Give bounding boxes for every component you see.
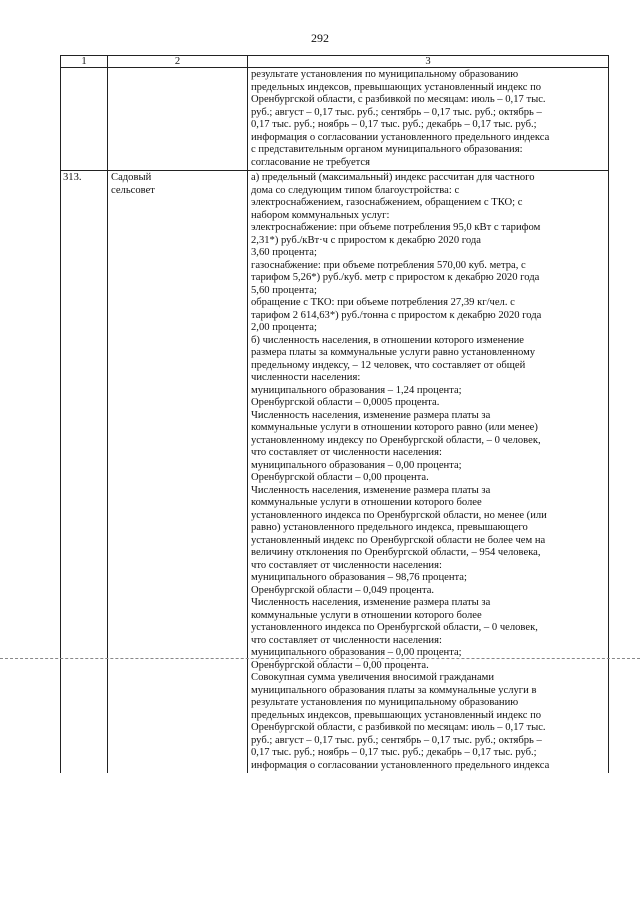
index-description-line: 5,60 процента; [251,284,317,296]
continuation-text-line: информация о согласовании установленного предельного индекса [251,131,550,143]
continuation-row [61,68,609,171]
index-description-line: 3,60 процента; [251,247,317,258]
index-description-line: установленного индекса по Оренбургской области, но менее (или [251,509,547,521]
index-description-line: Численность населения, изменение размера платы за [251,484,491,496]
index-description-line: тарифом 5,26*) руб./куб. метр с приростом к декабрю 2020 года [251,272,540,283]
index-description-line: тарифом 2 614,63*) руб./тонна с приростом к декабрю 2020 года [251,309,542,321]
table-header-row [61,56,609,68]
index-description-line: Оренбургской области – 0,00 процента. [251,472,429,483]
column-header-1: 1 [61,56,108,68]
index-description-line: результате установления по муниципальному образованию [251,697,519,708]
index-description-line: коммунальные услуги в отношении которого более [251,609,482,621]
index-description-line: б) численность населения, в отношении которого изменение [251,334,524,346]
index-description-line: установленному индексу по Оренбургской области, – 0 человек, [251,434,541,446]
continuation-text-line: Оренбургской области, с разбивкой по месяцам: июль – 0,17 тыс. [251,94,546,105]
continuation-settlement-cell [108,68,248,171]
column-header-3: 3 [248,56,609,68]
continuation-text-line: предельных индексов, превышающих установленный индекс по [251,81,542,93]
index-description-line: численности населения: [251,372,361,383]
index-description-line: руб.; август – 0,17 тыс. руб.; сентябрь – 0,17 тыс. руб.; октябрь – [251,734,542,746]
index-description-line: Оренбургской области – 0,049 процента. [251,584,435,596]
index-description-line: установленный индекс по Оренбургской области не более чем на [251,534,546,546]
continuation-text-line: руб.; август – 0,17 тыс. руб.; сентябрь – 0,17 тыс. руб.; октябрь – [251,106,542,118]
index-description-line: муниципального образования – 0,00 процента; [251,647,462,658]
continuation-text-cell [248,68,609,171]
index-description-line: величину отклонения по Оренбургской области, – 954 человека, [251,547,541,558]
settlement-name [108,171,248,774]
index-description-line: дома со следующим типом благоустройства: с [251,184,460,196]
index-description-cell [248,171,609,774]
continuation-text-line: согласование не требуется [251,156,371,168]
index-description-line: коммунальные услуги в отношении которого более [251,497,482,508]
continuation-text-line: 0,17 тыс. руб.; ноябрь – 0,17 тыс. руб.; декабрь – 0,17 тыс. руб.; [251,119,537,130]
index-description-line: Оренбургской области – 0,00 процента. [251,659,429,671]
index-description-line: Совокупная сумма увеличения вносимой гражданами [251,672,495,683]
index-description-line: информация о согласовании установленного предельного индекса [251,759,550,771]
index-description-line: 0,17 тыс. руб.; ноябрь – 0,17 тыс. руб.; декабрь – 0,17 тыс. руб.; [251,747,537,758]
index-description-line: муниципального образования – 0,00 процента; [251,459,462,471]
scan-artifact-line [0,658,640,659]
index-description-line: 2,00 процента; [251,322,317,333]
settlement-name-line1: Садовый [111,172,152,183]
regulation-table [60,55,609,773]
index-description-line: а) предельный (максимальный) индекс рассчитан для частного [251,172,535,183]
index-description-line: обращение с ТКО: при объеме потребления 27,39 кг/чел. с [251,297,515,308]
index-description-line: что составляет от численности населения: [251,559,442,571]
index-description-line: установленного индекса по Оренбургской области, – 0 человек, [251,622,538,633]
page-number: 292 [311,31,329,45]
index-description-line: коммунальные услуги в отношении которого равно (или менее) [251,422,538,433]
continuation-text-line: результате установления по муниципальному образованию [251,69,519,80]
index-description-line: предельному индексу, – 12 человек, что составляет от общей [251,359,526,371]
index-description-line: электроснабжением, газоснабжением, обращением с ТКО; с [251,197,523,208]
column-header-2: 2 [108,56,248,68]
index-description-line: набором коммунальных услуг: [251,209,390,221]
table-row-313 [61,171,609,774]
index-description-line: что составляет от численности населения: [251,447,442,458]
index-description-line: размера платы за коммунальные услуги равно установленному [251,347,536,358]
index-description-line: Оренбургской области – 0,0005 процента. [251,397,440,408]
index-description-line: Оренбургской области, с разбивкой по месяцам: июль – 0,17 тыс. [251,722,546,733]
index-description-line: Численность населения, изменение размера платы за [251,409,491,421]
index-description-line: предельных индексов, превышающих установленный индекс по [251,709,542,721]
index-description-line: муниципального образования платы за коммунальные услуги в [251,684,537,696]
index-description-line: газоснабжение: при объеме потребления 570,00 куб. метра, с [251,259,526,271]
index-description-line: 2,31*) руб./кВт·ч с приростом к декабрю 2020 года [251,234,481,246]
index-description-line: Численность населения, изменение размера платы за [251,597,491,608]
continuation-number-cell [61,68,108,171]
settlement-name-line2: сельсовет [111,184,155,196]
index-description-line: муниципального образования – 1,24 процента; [251,384,462,396]
continuation-text-line: с представительным органом муниципального образования: [251,144,523,155]
index-description-line: электроснабжение: при объеме потребления 95,0 кВт с тарифом [251,222,541,233]
index-description-line: равно) установленного предельного индекса, превышающего [251,522,528,533]
index-description-line: муниципального образования – 98,76 процента; [251,572,467,583]
row-number: 313. [61,171,108,774]
index-description-line: что составляет от численности населения: [251,634,442,646]
